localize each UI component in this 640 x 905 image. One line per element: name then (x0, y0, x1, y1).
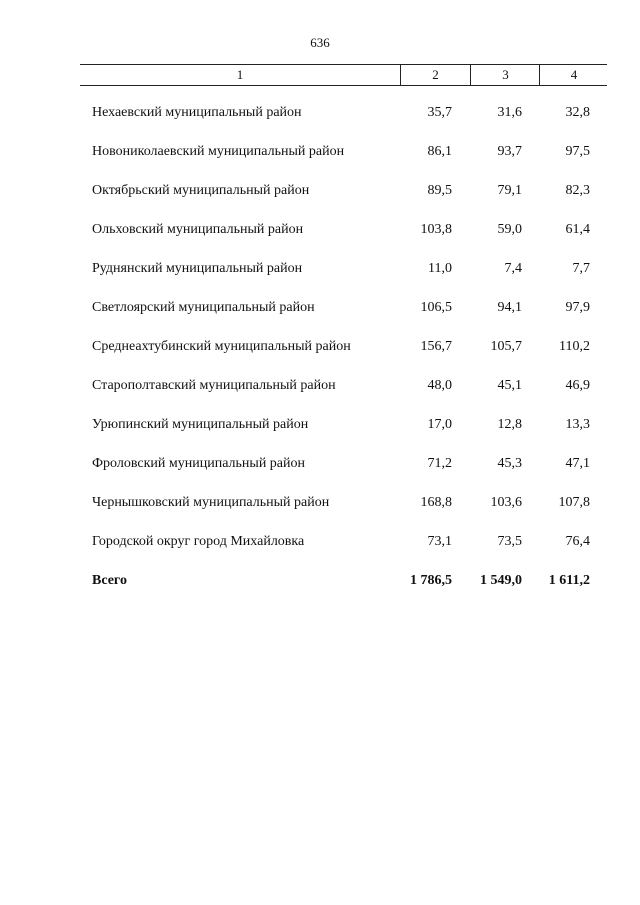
value-col-3: 73,5 (497, 534, 522, 549)
column-header-1: 1 (236, 67, 244, 82)
district-name: Светлоярский муниципальный район (92, 300, 315, 315)
value-col-4: 61,4 (565, 222, 590, 237)
value-col-4: 46,9 (565, 378, 590, 393)
value-col-2: 103,8 (420, 222, 452, 237)
district-name: Старополтавский муниципальный район (92, 378, 336, 393)
value-col-2: 106,5 (420, 300, 452, 315)
value-col-3: 45,1 (497, 378, 522, 393)
value-col-3: 79,1 (497, 183, 522, 198)
table-row (0, 525, 640, 564)
district-name: Фроловский муниципальный район (92, 456, 306, 471)
value-col-2: 48,0 (427, 378, 452, 393)
page-number: 636 (310, 35, 330, 50)
table-row (0, 330, 640, 369)
district-name: Чернышковский муниципальный район (92, 495, 330, 510)
table-row (0, 252, 640, 291)
value-col-2: 11,0 (428, 261, 452, 276)
district-name: Октябрьский муниципальный район (92, 183, 310, 198)
total-col-4: 1 611,2 (548, 573, 590, 588)
value-col-4: 82,3 (565, 183, 590, 198)
value-col-2: 17,0 (427, 417, 452, 432)
table-header (80, 64, 607, 86)
value-col-4: 107,8 (558, 495, 590, 510)
total-row (0, 564, 640, 603)
table-row (0, 447, 640, 486)
table-row (0, 408, 640, 447)
table-row (0, 213, 640, 252)
value-col-3: 105,7 (490, 339, 522, 354)
value-col-3: 45,3 (497, 456, 522, 471)
column-header-3: 3 (470, 65, 540, 85)
district-name: Урюпинский муниципальный район (92, 417, 309, 432)
table-row (0, 135, 640, 174)
table-row (0, 96, 640, 135)
value-col-4: 32,8 (565, 105, 590, 120)
district-name: Руднянский муниципальный район (92, 261, 303, 276)
value-col-2: 168,8 (420, 495, 452, 510)
value-col-4: 97,9 (565, 300, 590, 315)
value-col-4: 76,4 (565, 534, 590, 549)
value-col-3: 12,8 (497, 417, 522, 432)
value-col-4: 110,2 (559, 339, 590, 354)
district-name: Городской округ город Михайловка (92, 534, 305, 549)
total-col-3: 1 549,0 (480, 573, 522, 588)
total-col-2: 1 786,5 (410, 573, 452, 588)
value-col-3: 31,6 (497, 105, 522, 120)
value-col-4: 97,5 (565, 144, 590, 159)
value-col-2: 89,5 (427, 183, 452, 198)
column-header-4: 4 (539, 65, 608, 85)
value-col-3: 93,7 (497, 144, 522, 159)
value-col-3: 59,0 (497, 222, 522, 237)
table-row (0, 369, 640, 408)
district-name: Ольховский муниципальный район (92, 222, 304, 237)
value-col-3: 94,1 (497, 300, 522, 315)
value-col-2: 73,1 (427, 534, 452, 549)
district-name: Нехаевский муниципальный район (92, 105, 302, 120)
value-col-4: 13,3 (565, 417, 590, 432)
value-col-2: 71,2 (427, 456, 452, 471)
district-name: Среднеахтубинский муниципальный район (92, 339, 351, 354)
total-label: Всего (92, 573, 127, 588)
district-name: Новониколаевский муниципальный район (92, 144, 345, 159)
value-col-2: 156,7 (420, 339, 452, 354)
table-row (0, 486, 640, 525)
value-col-3: 7,4 (504, 261, 522, 276)
table-body (0, 96, 640, 603)
value-col-2: 35,7 (427, 105, 452, 120)
value-col-2: 86,1 (427, 144, 452, 159)
table-row (0, 291, 640, 330)
value-col-4: 7,7 (572, 261, 590, 276)
column-header-2: 2 (400, 65, 470, 85)
value-col-4: 47,1 (565, 456, 590, 471)
table-row (0, 174, 640, 213)
value-col-3: 103,6 (490, 495, 522, 510)
